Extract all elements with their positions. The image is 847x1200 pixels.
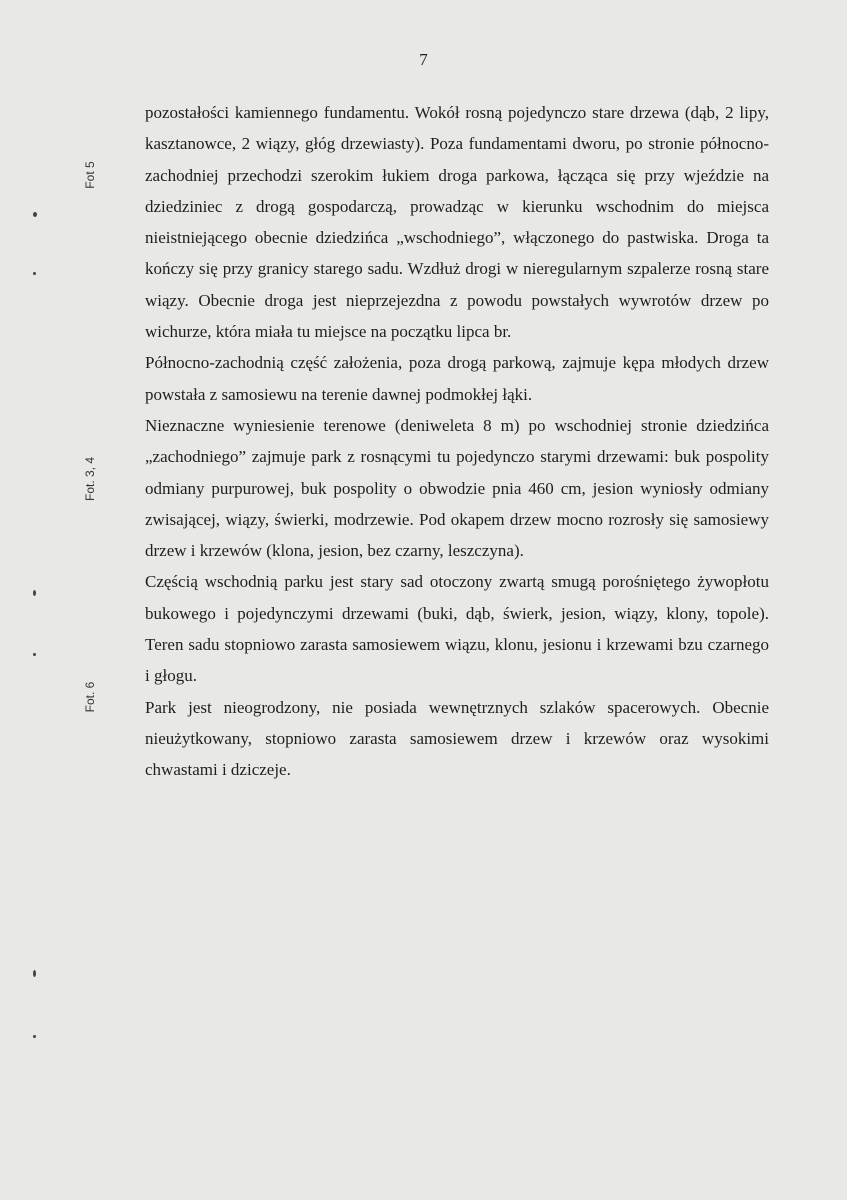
binding-hole-mark [33,970,36,977]
binding-hole-mark [33,1035,36,1038]
paragraph: Częścią wschodnią parku jest stary sad otoczony zwartą smugą porośniętego żywopłotu bukowego i pojedynczymi drzewami (buki, dąb, świerk, jesion, wiązy, klony, topole). Teren sadu stopniowo zarasta samosiewem wiązu, klonu, jesionu i krzewami bzu czarnego i głogu. [145,572,769,686]
binding-hole-mark [33,590,36,596]
paragraph: Park jest nieogrodzony, nie posiada wewnętrznych szlaków spacerowych. Obecnie nieużytkowany, stopniowo zarasta samosiewem drzew i krzewów oraz wysokimi chwastami i dziczeje. [145,697,769,780]
document-body [145,97,769,786]
paragraph: Nieznaczne wyniesienie terenowe (deniweleta 8 m) po wschodniej stronie dziedzińca „zachodniego” zajmuje park z rosnącymi tu pojedynczo starymi drzewami: buk pospolity odmiany purpurowej, buk pospolity o obwodzie pnia 460 cm, jesion wyniosły odmiany zwisającej, wiązy, świerki, modrzewie. Pod okapem drzew mocno rozrosły się samosiewy drzew i krzewów (klona, jesion, bez czarny, leszczyna). [145,415,769,561]
binding-hole-mark [33,653,36,656]
binding-hole-mark [33,272,36,275]
binding-hole-mark [33,212,37,217]
paragraph: Północno-zachodnią część założenia, poza drogą parkową, zajmuje kępa młodych drzew powstała z samosiewu na terenie dawnej podmokłej łąki. [145,353,769,404]
page-number: 7 [419,50,428,69]
margin-note-fot-3-4: Fot. 3, 4 [83,456,97,502]
margin-note-fot-6: Fot. 6 [83,681,97,713]
margin-note-fot-5: Fot 5 [83,161,97,189]
paragraph: pozostałości kamiennego fundamentu. Wokół rosną pojedynczo stare drzewa (dąb, 2 lipy, kasztanowce, 2 wiązy, głóg drzewiasty). Poza fundamentami dworu, po stronie północno-zachodniej przechodzi szerokim łukiem droga parkowa, łącząca się przy wjeździe na dziedziniec z drogą gospodarczą, prowadząc w kierunku wschodnim do miejsca nieistniejącego obecnie dziedzińca „wschodniego”, włączonego do pastwiska. Droga ta kończy się przy granicy starego sadu. Wzdłuż drogi w nieregularnym szpalerze rosną stare wiązy. Obecnie droga jest nieprzejezdna z powodu powstałych wywrotów drzew po wichurze, która miała tu miejsce na początku lipca br. [145,103,769,342]
